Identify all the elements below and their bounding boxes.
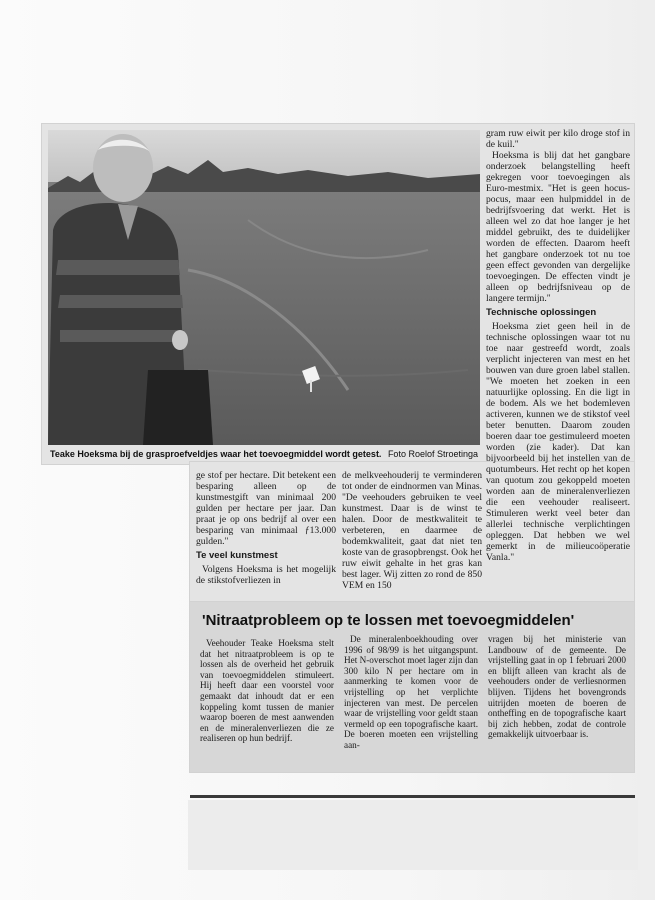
box-column-3 [488,634,626,740]
subheading: Technische oplossingen [486,307,597,318]
paragraph: Hoeksma ziet geen heil in de technische oplossingen waar tot nu toe naar gestreefd wordt, zoals verplicht injecteren van mest en het bouwen van dure groen label stallen. "We moeten het zoeken in een natuurlijke oplossing. En die ligt in de bodem. Als we het bodemleven activeren, kunnen we de stikstof veel beter benutten. Daarom zouden boeren daar toe gestimuleerd moeten worden (zie kader). Dat kan bijvoorbeeld bij het instellen van de quotumbeurs. Het recht op het kopen van quotum zou gekoppeld moeten worden aan de mineralenverliezen die een veehouder realiseert. Stimuleren werkt veel beter dan allerlei technische verplichtingen opleggen. Dat hebben we wel gemerkt in de milieucoöperatie Vanla." [486,321,630,563]
divider-rule [190,795,635,798]
paragraph: Hoeksma is blij dat het gangbare onderzoek belangstelling heeft gekregen voor toevoegingen als Euro-mestmix. "Het is geen hocus-pocus, maar een hulpmiddel in de bedrijfsvoering dat werkt. Het is alleen wel zo dat hoe langer je het middel gebruikt, des te duidelijker worden de effecten. Daarom heeft het gangbare onderzoek tot nu toe geen effect gevonden van dergelijke toevoegingen. De effecten vindt je alleen op bedrijfsniveau op de langere termijn." [486,150,630,304]
paragraph: de melkveehouderij te verminderen tot onder de eindnormen van Minas. "De veehouders gebruiken te veel kunstmest. Daar is de winst te halen. Door de mestkwaliteit te verbeteren, en daarmee de bodemkwaliteit, gaat dat niet ten koste van de grasopbrengst. Ook het ruw eiwit gehalte in het gras kan best lager. Wij zitten zo rond de 850 VEM en 150 [342,470,482,591]
paragraph: De mineralenboekhouding over 1996 of 98/99 is het uitgangspunt. Het N-overschot moet lager zijn dan 300 kilo N per hectare om in aanmerking te komen voor de vrijstelling op het verplichte injecteren van mest. De percelen waar de vrijstelling voor geldt staan vermeld op een topografische kaart. De boeren moeten een vrijstelling aan- [344,634,478,750]
paragraph: Veehouder Teake Hoeksma stelt dat het nitraatprobleem is op te lossen als de overheid het gebruik van toevoegmiddelen stimuleert. Hij heeft daar een voorstel voor gemaakt dat inhoudt dat er een koppeling komt tussen de manier waarop boeren de mest aanwenden en de mineralenverliezen die ze realiseren op hun bedrijf. [200,638,334,744]
subheading: Te veel kunstmest [196,550,278,561]
article-photo [48,130,480,445]
box-column-2 [344,634,478,751]
paragraph: ge stof per hectare. Dit betekent een besparing alleen op de kunstmestgift van minimaal 200 gulden per hectare per jaar. Dan praat je op ons bedrijf al over een besparing van minimaal ƒ13.000 gulden." [196,470,336,547]
photo-caption [48,447,480,461]
photo-credit: Foto Roelof Stroetinga [387,449,478,459]
column-b [342,470,482,591]
paragraph: Volgens Hoeksma is het mogelijk de stikstofverliezen in [196,564,336,586]
clipping-lower-strip [188,800,638,870]
box-column-1 [200,638,334,744]
column-a [196,470,336,586]
paragraph: vragen bij het ministerie van Landbouw of de gemeente. De vrijstelling gaat in op 1 februari 2000 en blijft alleen van kracht als de veehouders onder de verliesnormen blijven. Tijdens het bovengronds uitrijden moeten de boeren de ontheffing en de topografische kaart bij zich hebben, zodat de controle gemakkelijk uitvoerbaar is. [488,634,626,740]
paragraph: gram ruw eiwit per kilo droge stof in de kuil." [486,128,630,150]
caption-text: Teake Hoeksma bij de grasproefveldjes waar het toevoegmiddel wordt getest. [50,449,382,459]
column-right-top [486,128,630,563]
box-headline: 'Nitraatprobleem op te lossen met toevoegmiddelen' [202,612,575,629]
